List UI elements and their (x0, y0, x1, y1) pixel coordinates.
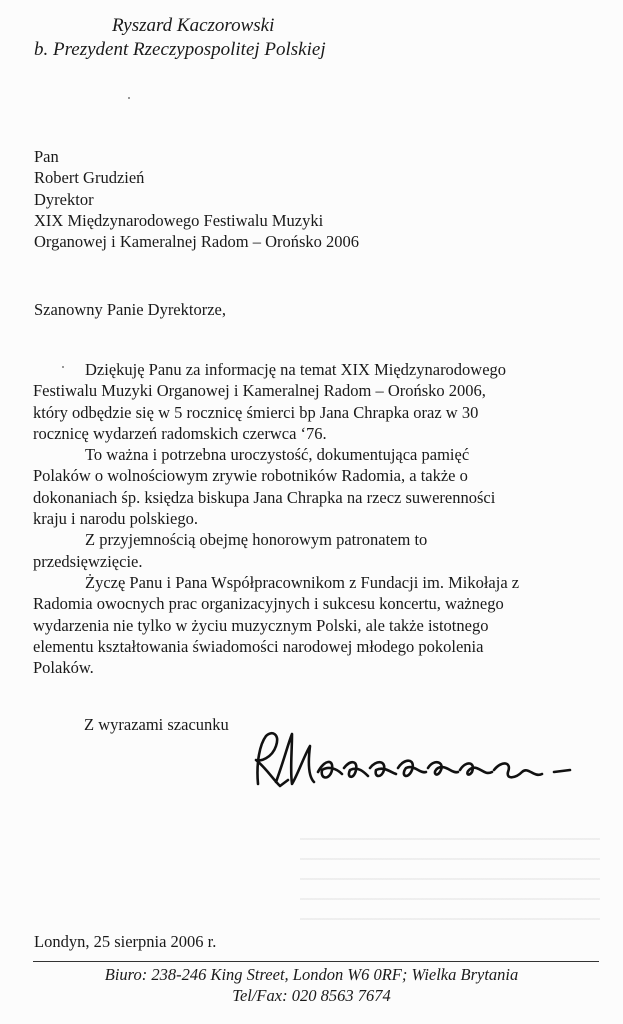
recipient-line: Organowej i Kameralnej Radom – Orońsko 2006 (34, 232, 360, 252)
footer-phone: Tel/Fax: 020 8563 7674 (232, 986, 391, 1005)
body-line: wydarzenia nie tylko w życiu muzycznym Polski, ale także istotnego (33, 615, 489, 635)
recipient-line: Pan (34, 147, 59, 166)
recipient-line: Dyrektor (34, 189, 94, 209)
ink-speck (62, 366, 64, 368)
body-line: Dziękuję Panu za informację na temat XIX Międzynarodowego (85, 360, 507, 379)
letter-body (33, 359, 520, 678)
date-line: Londyn, 25 sierpnia 2006 r. (34, 932, 217, 951)
body-line: Życzę Panu i Pana Współpracownikom z Fundacji im. Mikołaja z (85, 572, 520, 592)
body-line: dokonaniach śp. księdza biskupa Jana Chrapka na rzecz suwerenności (33, 487, 496, 507)
body-line: który odbędzie się w 5 rocznicę śmierci bp Jana Chrapka oraz w 30 (33, 402, 479, 422)
footer-divider (33, 961, 599, 962)
recipient-line: XIX Międzynarodowego Festiwalu Muzyki (34, 210, 324, 230)
recipient-block (34, 146, 359, 252)
letterhead-name: Ryszard Kaczorowski (112, 15, 275, 36)
body-line: elementu kształtowania świadomości narodowej młodego pokolenia (33, 636, 484, 656)
signature-image (236, 722, 596, 808)
body-line: kraju i narodu polskiego. (33, 509, 198, 529)
body-line: To ważna i potrzebna uroczystość, dokumentująca pamięć (85, 445, 470, 465)
body-line: Z przyjemnością obejmę honorowym patronatem to (85, 530, 428, 550)
footer-address: Biuro: 238-246 King Street, London W6 0RF; Wielka Brytania (104, 965, 519, 984)
letterhead-title: b. Prezydent Rzeczypospolitej Polskiej (34, 39, 326, 60)
salutation: Szanowny Panie Dyrektorze, (34, 300, 226, 319)
body-line: Polaków. (33, 658, 94, 678)
ink-speck (128, 97, 130, 99)
body-line: rocznicę wydarzeń radomskich czerwca ‘76. (33, 423, 327, 443)
body-line: Polaków o wolnościowym zrywie robotników Radomia, a także o (33, 466, 468, 486)
body-line: Festiwalu Muzyki Organowej i Kameralnej Radom – Orońsko 2006, (33, 381, 486, 401)
bleed-through-shadow (300, 830, 600, 920)
body-line: Radomia owocnych prac organizacyjnych i sukcesu koncertu, ważnego (33, 594, 504, 614)
closing: Z wyrazami szacunku (84, 715, 229, 734)
body-line: przedsięwzięcie. (33, 551, 143, 571)
recipient-line: Robert Grudzień (34, 168, 145, 188)
